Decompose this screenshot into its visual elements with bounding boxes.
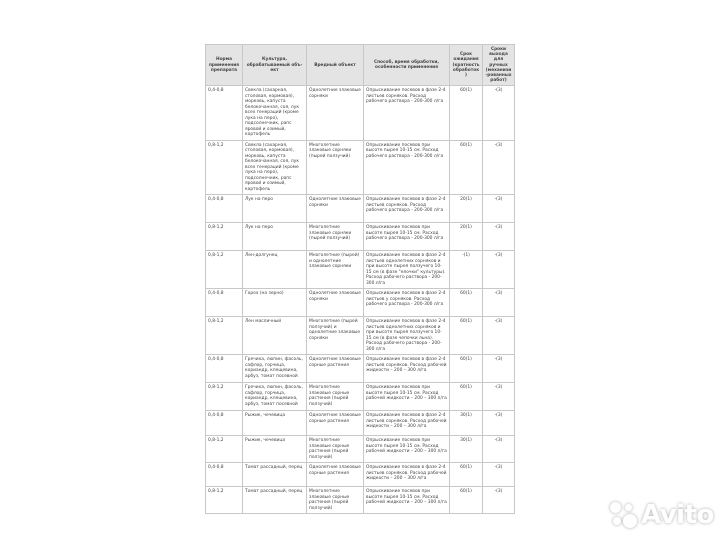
cell-method: Опрыскивание посевов в фазе 2-4 листьев сорняков. Расход рабочей жидкости – 200 – 300 л/га — [364, 355, 450, 383]
cell-rate: 0,4-0,8 — [206, 355, 243, 383]
table-row — [206, 487, 515, 514]
table-row — [206, 251, 515, 289]
cell-waiting: 20(1) — [450, 195, 483, 223]
cell-method: Опрыскивание посевов в фазе 2-4 листьев у сорняков. Расход рабочего раствора - 200-300 л/га — [364, 289, 450, 317]
cell-waiting: 60(1) — [450, 86, 483, 141]
cell-method: Опрыскивание посевов в фазе 2-4 листьев сорняков. Расход рабочей жидкости – 200 – 300 л/га — [364, 411, 450, 436]
cell-crop: Лук на перо — [243, 223, 307, 251]
application-table — [205, 44, 515, 514]
cell-method: Опрыскивание посевов при высоте пырея 10-15 см. Расход рабочего раствора - 200-300 л/га — [364, 140, 450, 195]
cell-crop: Лен масличный — [243, 317, 307, 355]
cell-crop: Свекла (сахарная, столовая, кормовая), морковь, капуста белокочанная, соя, лук всех генераций (кроме лука на перо), подсолнечник, рапс яровой и озимый, картофель — [243, 140, 307, 195]
cell-rate: 0,8-1,2 — [206, 223, 243, 251]
header-pest: Вредный объект — [307, 45, 364, 86]
cell-exit: -(3) — [483, 140, 515, 195]
cell-pest: Многолетние злаковые сорняки (пырей ползучий) — [307, 223, 364, 251]
cell-crop: Лук на перо — [243, 195, 307, 223]
cell-rate: 0,4-0,8 — [206, 411, 243, 436]
cell-pest: Многолетние злаковые сорняки (пырей ползучий) — [307, 140, 364, 195]
cell-pest: Однолетние злаковые сорняки — [307, 195, 364, 223]
cell-method: Опрыскивание посевов при высоте пырея 10-15 см. Расход рабочей жидкости – 200 – 300 л/га — [364, 436, 450, 463]
header-method: Способ, время обработки, особенности применения — [364, 45, 450, 86]
cell-method: Опрыскивание посевов при высоте пырея 10-15 см. Расход рабочей жидкости – 200 – 300 л/га — [364, 487, 450, 514]
cell-waiting: 60(1) — [450, 487, 483, 514]
cell-rate: 0,4-0,8 — [206, 195, 243, 223]
table-row — [206, 86, 515, 141]
cell-exit: -(3) — [483, 463, 515, 487]
cell-waiting: 60(1) — [450, 463, 483, 487]
cell-exit: -(3) — [483, 436, 515, 463]
cell-exit: -(3) — [483, 411, 515, 436]
header-crop: Культура, обрабатываемый объ-ект — [243, 45, 307, 86]
table-row — [206, 463, 515, 487]
cell-waiting: 30(1) — [450, 436, 483, 463]
cell-method: Опрыскивание посевов в фазе 2-4 листьев однолетних сорняков и при высоте пырея ползучего 10-15 см (в фазе чепочки льна). Расход рабочего раствора - 200-300 л/га — [364, 317, 450, 355]
cell-rate: 0,4-0,8 — [206, 86, 243, 141]
avito-watermark — [608, 500, 714, 530]
cell-waiting: 30(1) — [450, 411, 483, 436]
table-row — [206, 383, 515, 411]
cell-exit: -(3) — [483, 86, 515, 141]
header-rate: Норма применения препарата — [206, 45, 243, 86]
cell-waiting: -(1) — [450, 251, 483, 289]
cell-waiting: 60(1) — [450, 355, 483, 383]
cell-crop: Лен-долгунец — [243, 251, 307, 289]
cell-crop: Томат рассадный, перец — [243, 487, 307, 514]
cell-waiting: 60(1) — [450, 289, 483, 317]
cell-rate: 0,8-1,2 — [206, 436, 243, 463]
cell-pest: Однолетние злаковые сорные растения — [307, 411, 364, 436]
cell-crop: Горох (на зерно) — [243, 289, 307, 317]
cell-waiting: 60(1) — [450, 140, 483, 195]
cell-waiting: 20(1) — [450, 223, 483, 251]
cell-crop: Рыжик, чечевица — [243, 411, 307, 436]
cell-rate: 0,8-1,2 — [206, 487, 243, 514]
cell-waiting: 60(1) — [450, 317, 483, 355]
table-row — [206, 411, 515, 436]
cell-exit: -(3) — [483, 223, 515, 251]
cell-rate: 0,4-0,8 — [206, 289, 243, 317]
cell-pest: Многолетние злаковые сорные растения (пырей ползучий) — [307, 487, 364, 514]
cell-exit: -(3) — [483, 289, 515, 317]
cell-method: Опрыскивание посевов при высоте пырея 10-15 см. Расход рабочего раствора - 200-300 л/га — [364, 223, 450, 251]
cell-rate: 0,8-1,2 — [206, 317, 243, 355]
cell-pest: Многолетние злаковые сорные растения (пырей ползучий) — [307, 436, 364, 463]
table-row — [206, 289, 515, 317]
cell-exit: -(3) — [483, 355, 515, 383]
cell-pest: Однолетние злаковые сорняки — [307, 86, 364, 141]
document-sheet — [205, 44, 514, 514]
cell-exit: -(3) — [483, 383, 515, 411]
avito-watermark-text: Avito — [641, 500, 714, 530]
cell-pest: Многолетние (пырей ползучий) и однолетние злаковые сорняки — [307, 317, 364, 355]
table-row — [206, 223, 515, 251]
cell-pest: Однолетние злаковые сорные растения — [307, 463, 364, 487]
cell-crop: Гречиха, люпин, фасоль, сафлор, горчица, кориандр, клещевина, арбуз, томат посевной — [243, 355, 307, 383]
table-row — [206, 355, 515, 383]
cell-crop: Томат рассадный, перец — [243, 463, 307, 487]
header-exit-period: Сроки выхода для ручных (механизи-рованных работ) — [483, 45, 515, 86]
table-header-row — [206, 45, 515, 86]
cell-pest: Однолетние злаковые сорняки — [307, 289, 364, 317]
cell-rate: 0,4-0,8 — [206, 463, 243, 487]
cell-method: Опрыскивание посевов в фазе 2-4 листьев сорняков. Расход рабочей жидкости – 200 – 300 л/га — [364, 463, 450, 487]
cell-method: Опрыскивание посевов при высоте пырея 10-15 см. Расход рабочей жидкости – 200 – 300 л/га — [364, 383, 450, 411]
cell-method: Опрыскивание посевов в фазе 2-4 листьев сорняков. Расход рабочего раствора - 200-300 л/га — [364, 195, 450, 223]
table-row — [206, 140, 515, 195]
cell-rate: 0,8-1,2 — [206, 383, 243, 411]
cell-pest: Однолетние злаковые сорные растения — [307, 355, 364, 383]
avito-dots-icon — [608, 500, 638, 530]
cell-rate: 0,8-1,2 — [206, 251, 243, 289]
table-row — [206, 436, 515, 463]
cell-exit: -(3) — [483, 195, 515, 223]
cell-pest: Многолетние злаковые сорные растения (пырей ползучий) — [307, 383, 364, 411]
cell-method: Опрыскивание посевов в фазе 2-4 листьев сорняков. Расход рабочего раствора - 200-300 л/га — [364, 86, 450, 141]
cell-exit: -(3) — [483, 487, 515, 514]
cell-pest: Многолетние (пырей) и однолетние злаковые сорняки — [307, 251, 364, 289]
header-waiting-period: Срок ожидания (кратность обработок) — [450, 45, 483, 86]
cell-exit: -(3) — [483, 251, 515, 289]
cell-exit: -(3) — [483, 317, 515, 355]
cell-crop: Рыжик, чечевица — [243, 436, 307, 463]
cell-crop: Свекла (сахарная, столовая, кормовая), морковь, капуста белокочанная, соя, лук всех генераций (кроме лука на перо), подсолнечник, рапс яровой и озимый, картофель — [243, 86, 307, 141]
table-row — [206, 317, 515, 355]
table-row — [206, 195, 515, 223]
cell-method: Опрыскивание посевов в фазе 2-4 листьев однолетних сорняков и при высоте пырея ползучего 10-15 см (в фазе "елочки" культуры). Расход рабочего раствора - 200-300 л/га — [364, 251, 450, 289]
cell-rate: 0,8-1,2 — [206, 140, 243, 195]
cell-waiting: 60(1) — [450, 383, 483, 411]
cell-crop: Гречиха, люпин, фасоль, сафлор, горчица, кориандр, клещевина, арбуз, томат посевной — [243, 383, 307, 411]
